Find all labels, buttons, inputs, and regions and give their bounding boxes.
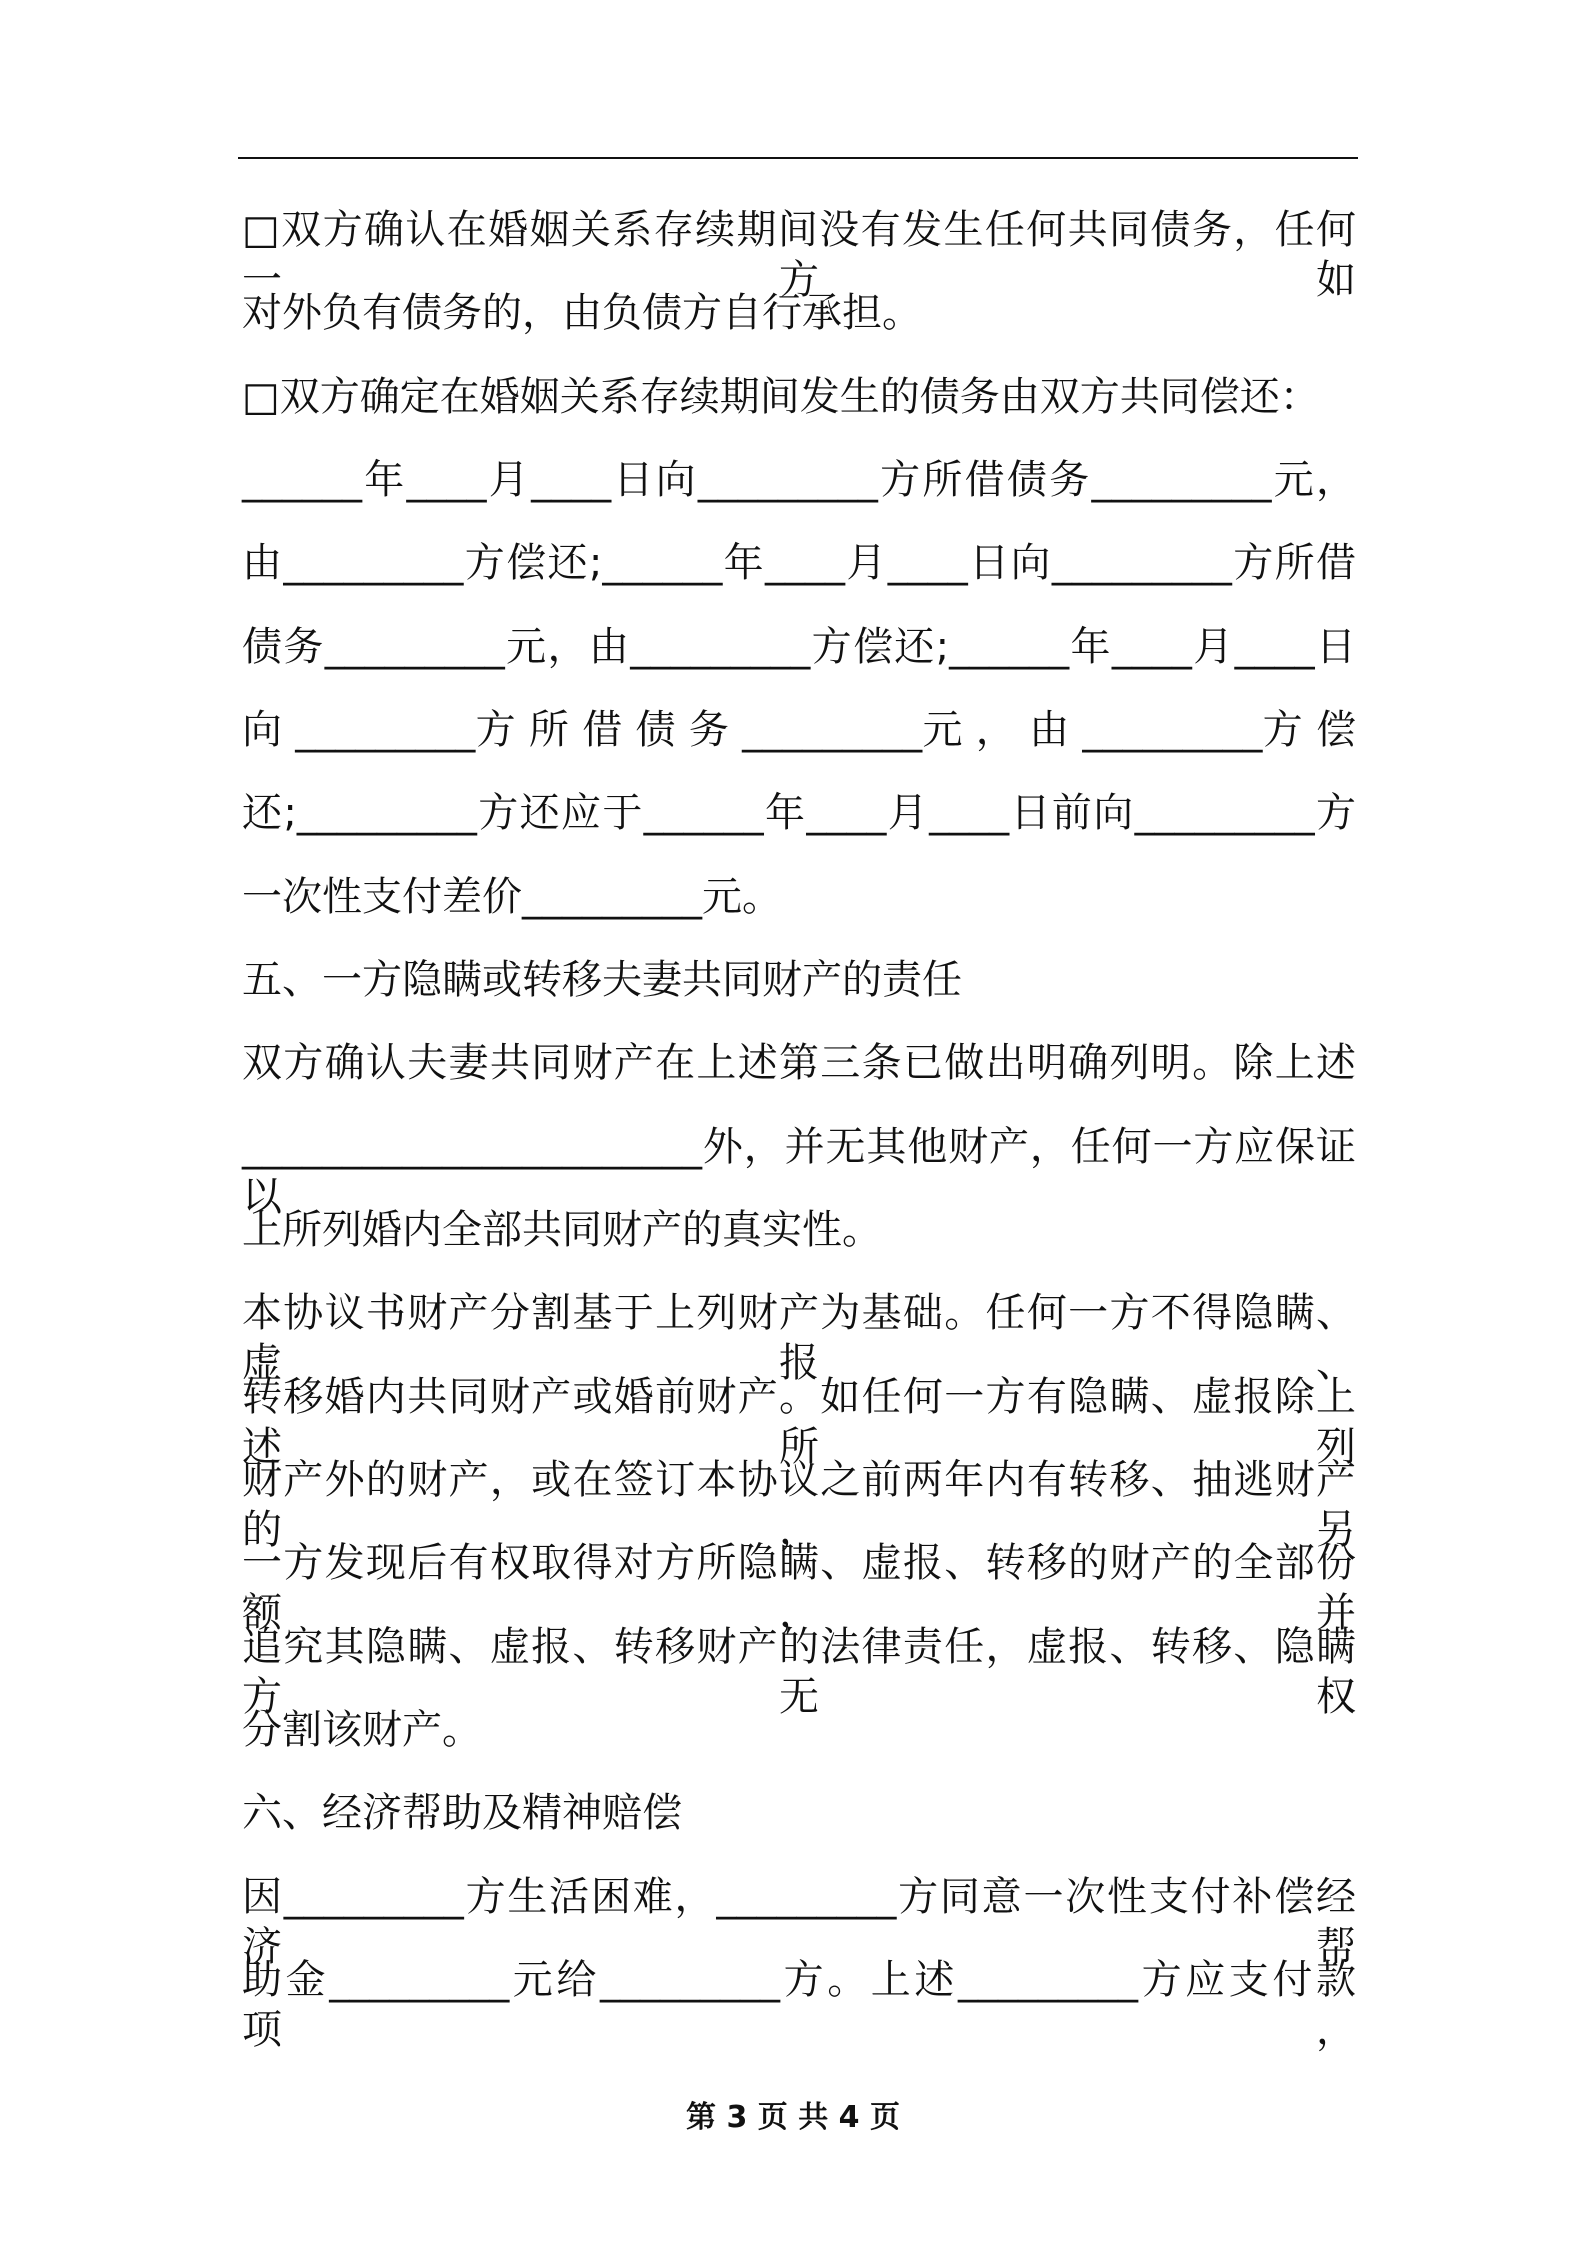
text-line: _______________________外，并无其他财产，任何一方应保证以 (242, 1124, 1356, 1220)
text-line: 追究其隐瞒、虚报、转移财产的法律责任，虚报、转移、隐瞒方无权 (242, 1624, 1356, 1720)
text-line: 分割该财产。 (242, 1707, 482, 1753)
section-heading: 五、一方隐瞒或转移夫妻共同财产的责任 (242, 957, 962, 1003)
text-line: 助金_________元给_________方。上述_________方应支付款项， (242, 1957, 1356, 2053)
page-number-footer: 第 3 页 共 4 页 (686, 2100, 900, 2135)
header-rule (238, 157, 1358, 159)
text-line: □双方确认在婚姻关系存续期间没有发生任何共同债务，任何一方如 (242, 207, 1356, 303)
text-line: ______年____月____日向_________方所借债务_________元， (242, 457, 1356, 503)
text-line: 还;_________方还应于______年____月____日前向_________方 (242, 790, 1356, 836)
text-line: 债务_________元，由_________方偿还;______年____月____日 (242, 624, 1356, 670)
text-line: 一方发现后有权取得对方所隐瞒、虚报、转移的财产的全部份额，并 (242, 1540, 1356, 1636)
text-line: 转移婚内共同财产或婚前财产。如任何一方有隐瞒、虚报除上述所列 (242, 1374, 1356, 1470)
text-line: 因_________方生活困难，_________方同意一次性支付补偿经济帮 (242, 1874, 1356, 1970)
text-line: 向 _________方 所 借 债 务 _________元 ， 由 _________方 偿 (242, 707, 1356, 753)
text-line: 上所列婚内全部共同财产的真实性。 (242, 1207, 882, 1253)
text-line: 对外负有债务的，由负债方自行承担。 (242, 290, 922, 336)
text-line: 由_________方偿还;______年____月____日向_________方所借 (242, 540, 1356, 586)
text-line: 双方确认夫妻共同财产在上述第三条已做出明确列明。除上述 (242, 1040, 1356, 1086)
text-line: □双方确定在婚姻关系存续期间发生的债务由双方共同偿还： (242, 374, 1320, 420)
text-line: 财产外的财产，或在签订本协议之前两年内有转移、抽逃财产的，另 (242, 1457, 1356, 1553)
text-line: 本协议书财产分割基于上列财产为基础。任何一方不得隐瞒、虚报、 (242, 1290, 1356, 1386)
text-line: 一次性支付差价_________元。 (242, 874, 782, 920)
section-heading: 六、经济帮助及精神赔偿 (242, 1790, 682, 1836)
